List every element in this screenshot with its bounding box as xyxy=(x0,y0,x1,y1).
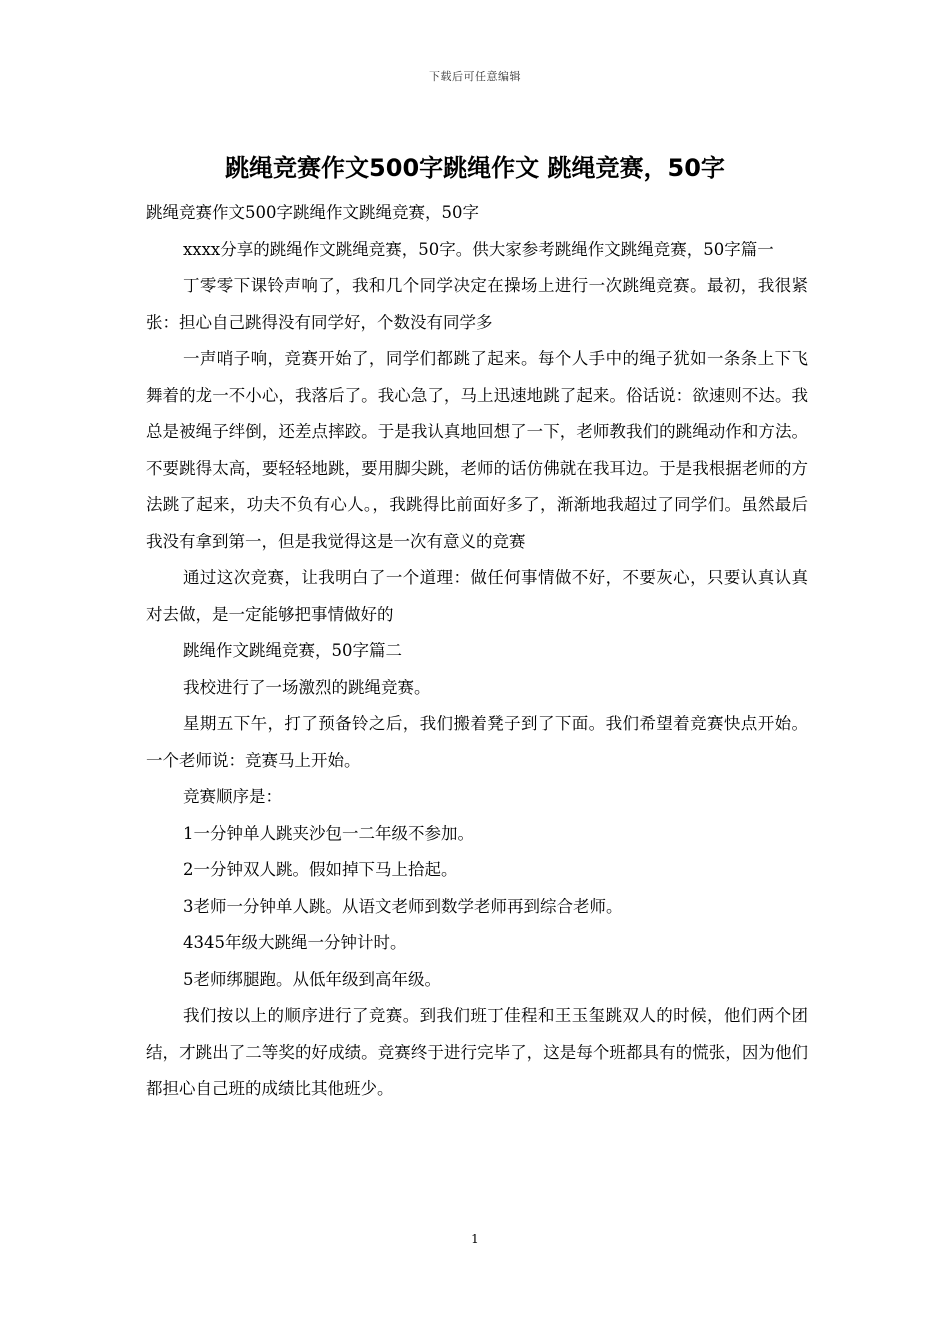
paragraph: 星期五下午，打了预备铃之后，我们搬着凳子到了下面。我们希望着竞赛快点开始。一个老师说：竞赛马上开始。 xyxy=(146,714,808,770)
list-item: 3老师一分钟单人跳。从语文老师到数学老师再到综合老师。 xyxy=(183,896,623,916)
list-item: 1一分钟单人跳夹沙包一二年级不参加。 xyxy=(183,823,474,843)
paragraph: 跳绳竞赛作文500字跳绳作文跳绳竞赛，50字 xyxy=(146,203,479,222)
page-number: 1 xyxy=(471,1232,479,1246)
paragraph: 一声哨子响，竞赛开始了，同学们都跳了起来。每个人手中的绳子犹如一条条上下飞舞着的龙一不小心，我落后了。我心急了，马上迅速地跳了起来。俗话说：欲速则不达。我总是被绳子绊倒，还差点摔跤。于是我认真地回想了一下，老师教我们的跳绳动作和方法。不要跳得太高，要轻轻地跳，要用脚尖跳，老师的话仿佛就在我耳边。于是我根据老师的方法跳了起来，功夫不负有心人。，我跳得比前面好多了，渐渐地我超过了同学们。虽然最后我没有拿到第一，但是我觉得这是一次有意义的竞赛 xyxy=(146,349,808,551)
paragraph: 通过这次竞赛，让我明白了一个道理：做任何事情做不好，不要灰心，只要认真认真对去做，是一定能够把事情做好的 xyxy=(146,568,808,624)
list-item: 5老师绑腿跑。从低年级到高年级。 xyxy=(183,969,441,989)
list-item: 4345年级大跳绳一分钟计时。 xyxy=(183,933,407,952)
paragraph: xxxx分享的跳绳作文跳绳竞赛，50字。供大家参考跳绳作文跳绳竞赛，50字篇一 xyxy=(183,239,774,259)
paragraph: 竞赛顺序是： xyxy=(183,787,282,806)
paragraph: 跳绳作文跳绳竞赛，50字篇二 xyxy=(183,641,402,660)
header-note: 下载后可任意编辑 xyxy=(429,70,521,83)
list-item: 2一分钟双人跳。假如掉下马上拾起。 xyxy=(183,860,458,879)
document-body xyxy=(146,195,808,1108)
paragraph: 丁零零下课铃声响了，我和几个同学决定在操场上进行一次跳绳竞赛。最初，我很紧张：担心自己跳得没有同学好，个数没有同学多 xyxy=(146,276,808,332)
paragraph: 我校进行了一场激烈的跳绳竞赛。 xyxy=(183,677,431,697)
document-title: 跳绳竞赛作文500字跳绳作文 跳绳竞赛，50字 xyxy=(225,154,725,182)
paragraph: 我们按以上的顺序进行了竞赛。到我们班丁佳程和王玉玺跳双人的时候，他们两个团结，才跳出了二等奖的好成绩。竞赛终于进行完毕了，这是每个班都具有的慌张，因为他们都担心自己班的成绩比其他班少。 xyxy=(146,1006,808,1098)
